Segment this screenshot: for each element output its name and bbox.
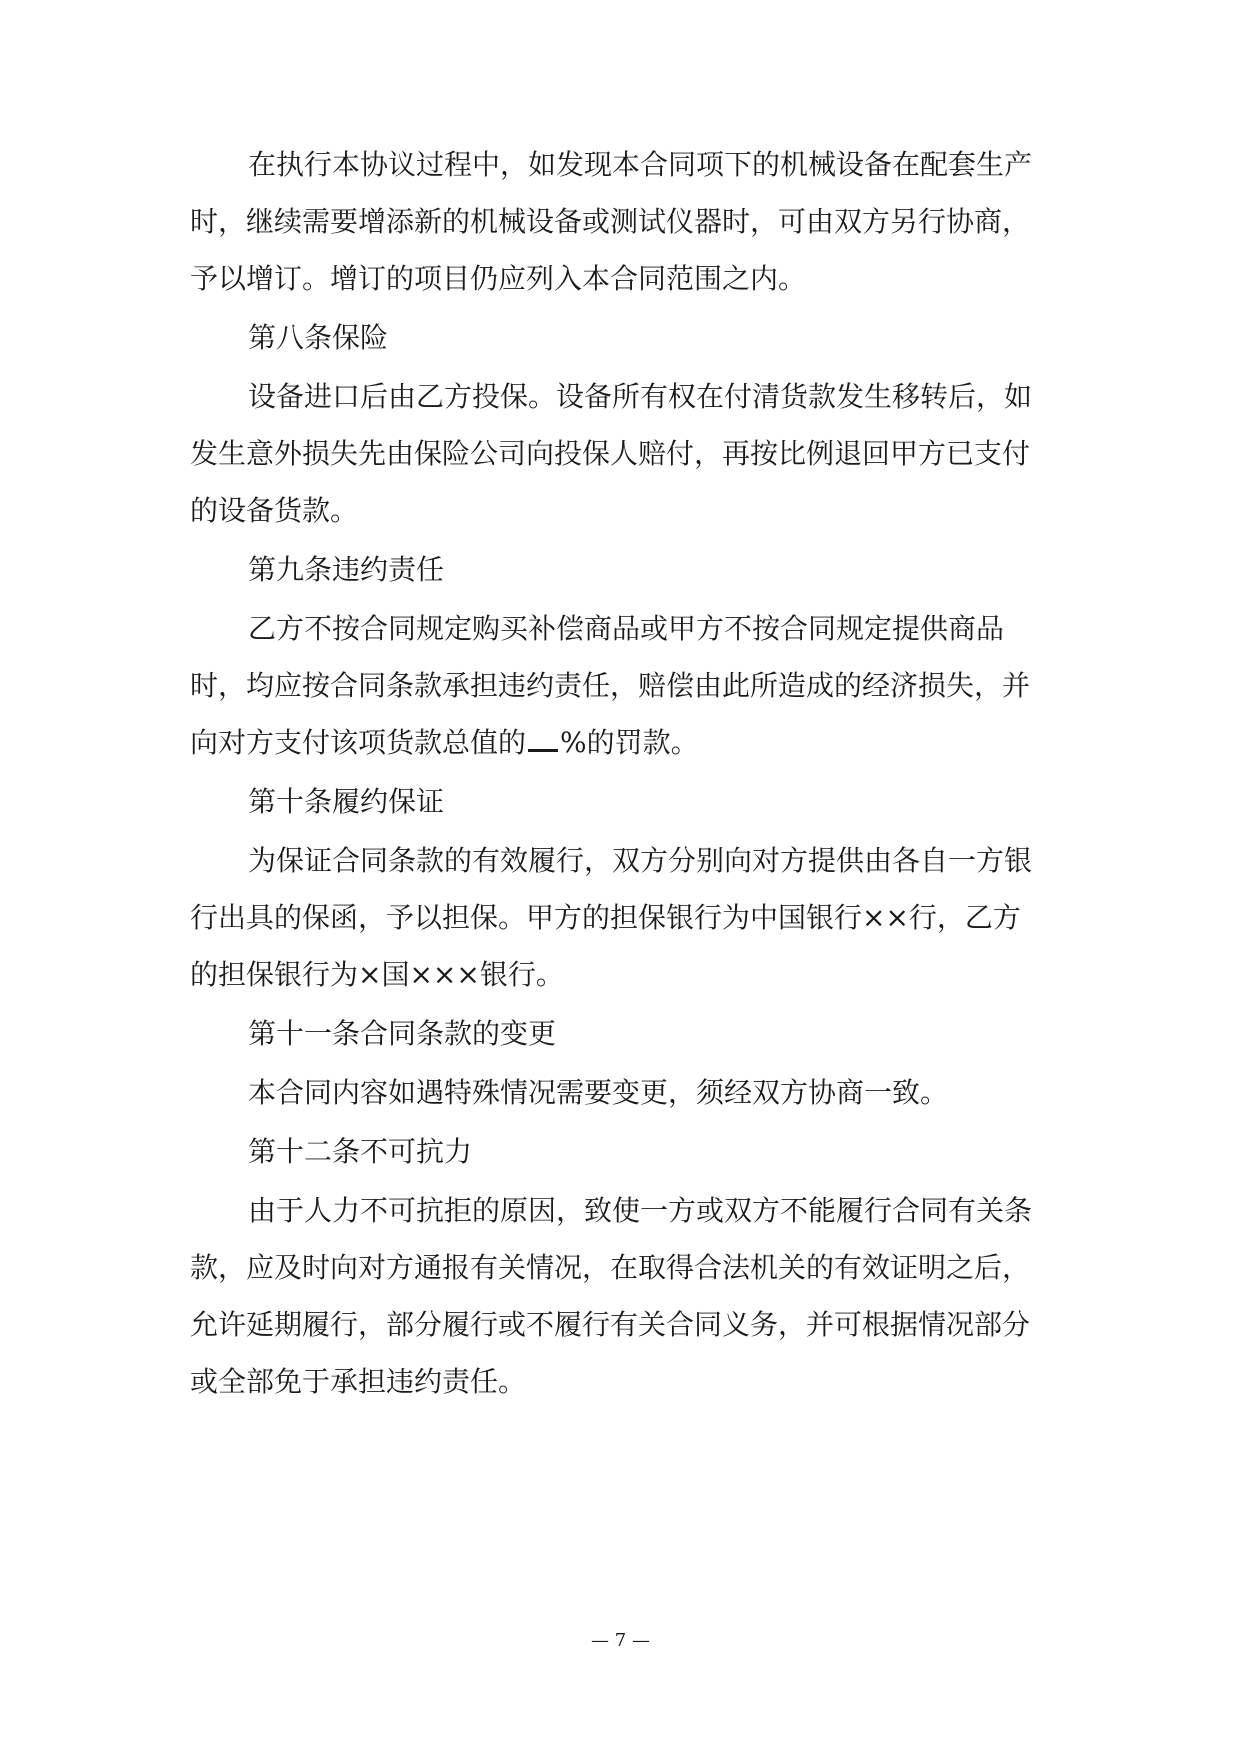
- paragraph-line: 时，继续需要增添新的机械设备或测试仪器时，可由双方另行协商，: [190, 205, 1031, 238]
- paragraph-line: 款，应及时向对方通报有关情况，在取得合法机关的有效证明之后，: [190, 1251, 1031, 1284]
- paragraph-line: 在执行本协议过程中，如发现本合同项下的机械设备在配套生产: [248, 148, 1033, 181]
- section-heading-8: 第八条保险: [248, 321, 389, 354]
- section-heading-9: 第九条违约责任: [248, 553, 445, 586]
- paragraph-line: 或全部免于承担违约责任。: [190, 1365, 527, 1398]
- paragraph-line: 发生意外损失先由保险公司向投保人赔付，再按比例退回甲方已支付: [190, 437, 1031, 470]
- page-number: — 7 —: [591, 1630, 650, 1651]
- paragraph-text: 向对方支付该项货款总值的: [190, 726, 527, 759]
- paragraph-line: 由于人力不可抗拒的原因，致使一方或双方不能履行合同有关条: [248, 1194, 1033, 1227]
- paragraph-line: 行出具的保函，予以担保。甲方的担保银行为中国银行××行，乙方: [190, 901, 1021, 934]
- paragraph-line: 乙方不按合同规定购买补偿商品或甲方不按合同规定提供商品: [248, 612, 1005, 645]
- paragraph-line: 的设备货款。: [190, 494, 359, 527]
- paragraph-line: 予以增订。增订的项目仍应列入本合同范围之内。: [190, 262, 807, 295]
- paragraph-line: 时，均应按合同条款承担违约责任，赔偿由此所造成的经济损失，并: [190, 669, 1031, 702]
- paragraph-line: [190, 721, 1054, 765]
- section-heading-11: 第十一条合同条款的变更: [248, 1017, 557, 1050]
- paragraph-text: %的罚款。: [560, 726, 699, 759]
- paragraph-line: 为保证合同条款的有效履行，双方分别向对方提供由各自一方银: [248, 844, 1033, 877]
- paragraph-line: 本合同内容如遇特殊情况需要变更，须经双方协商一致。: [248, 1076, 949, 1109]
- paragraph-line: 的担保银行为×国×××银行。: [190, 958, 564, 991]
- paragraph-line: 允许延期履行，部分履行或不履行有关合同义务，并可根据情况部分: [190, 1308, 1031, 1341]
- section-heading-12: 第十二条不可抗力: [248, 1135, 473, 1168]
- fill-in-blank: [528, 725, 558, 752]
- section-heading-10: 第十条履约保证: [248, 785, 445, 818]
- paragraph-line: 设备进口后由乙方投保。设备所有权在付清货款发生移转后，如: [248, 380, 1033, 413]
- document-body: [190, 0, 1054, 1754]
